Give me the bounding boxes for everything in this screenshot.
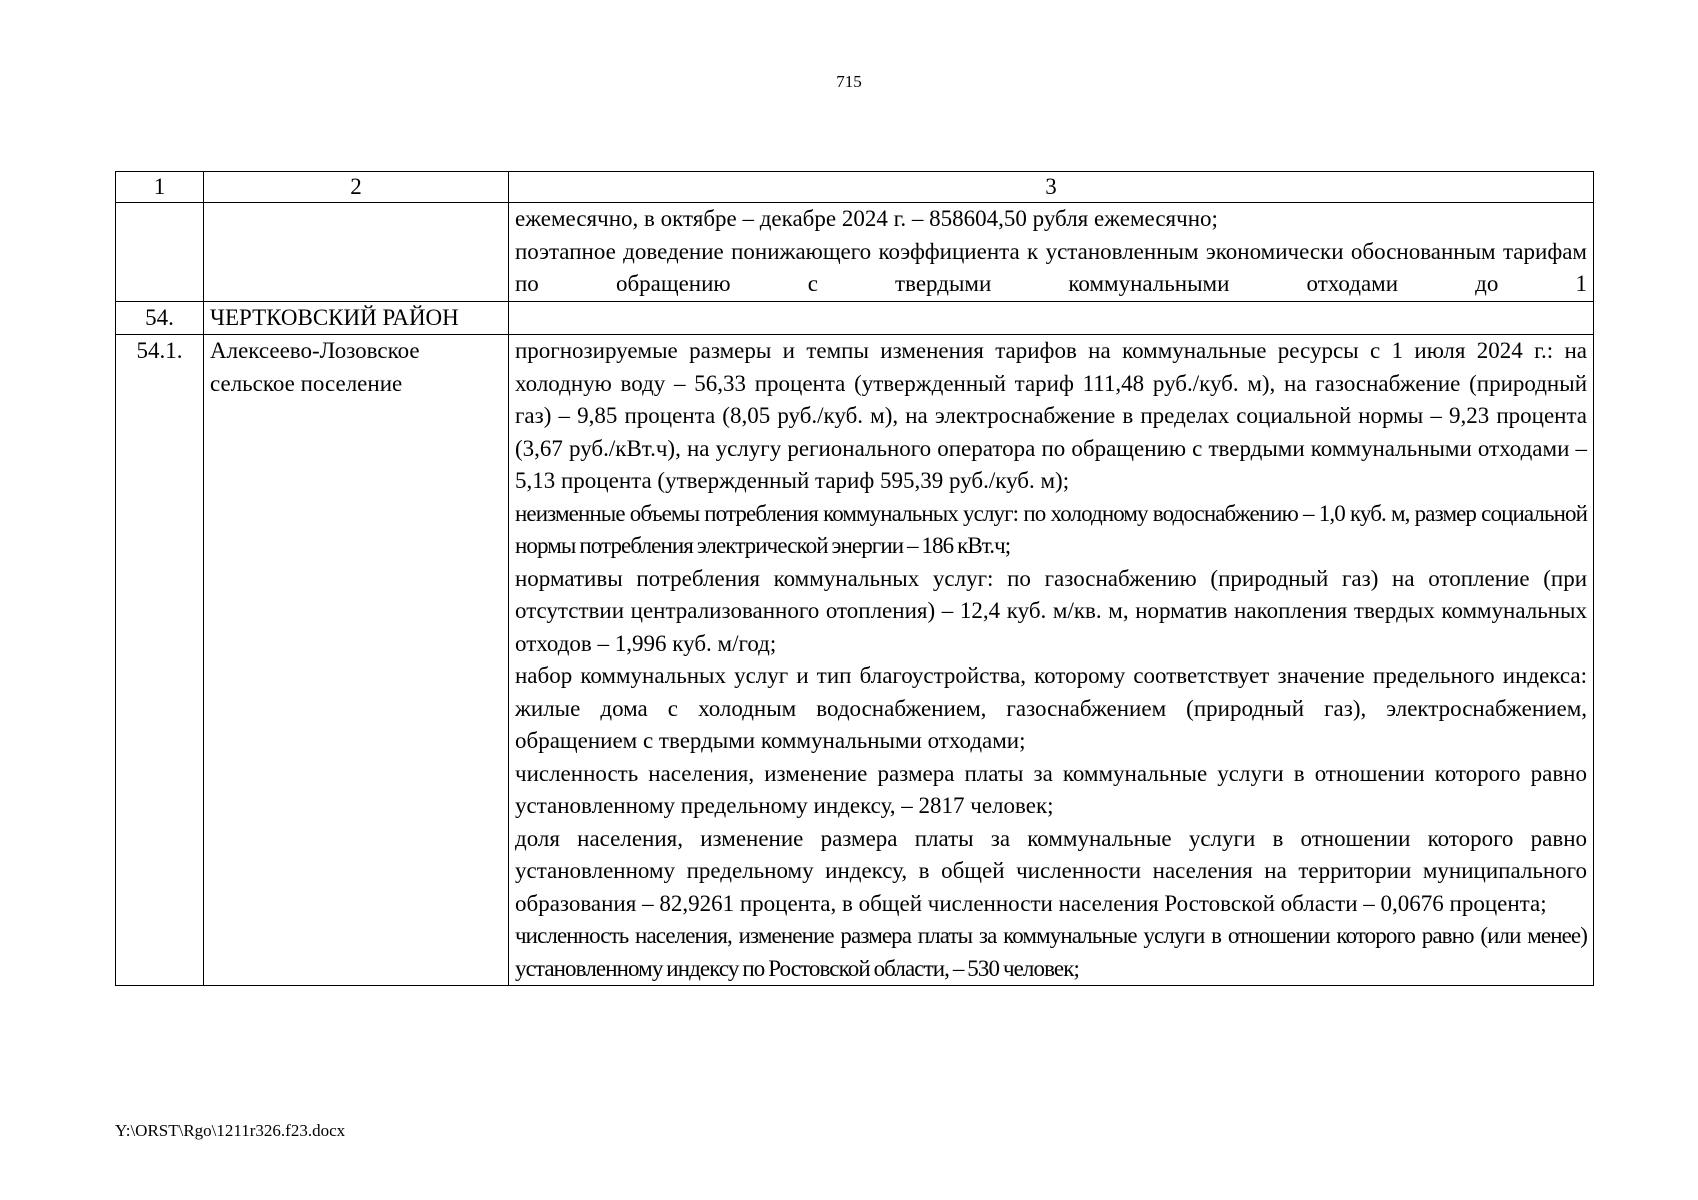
settlement-name: Алексеево-Лозовское сельское поселение (204, 335, 509, 986)
settlement-paragraph-1: прогнозируемые размеры и темпы изменения тарифов на коммунальные ресурсы с 1 июля 2024 г.: на холодную воду – 56,33 процента (утвержденный тариф 111,48 руб./куб. м), на газоснабжение (природный газ) – 9,85 процента (8,05 руб./куб. м), на электроснабжение в пределах социальной нормы – 9,23 процента (3,67 руб./кВт.ч), на услугу регионального оператора по обращению с твердыми коммунальными отходами – 5,13 процента (утвержденный тариф 595,39 руб./куб. м); (515, 338, 1587, 493)
district-number: 54. (116, 301, 204, 335)
settlement-paragraph-5: численность населения, изменение размера платы за коммунальные услуги в отношении которого равно установленному предельному индексу, – 2817 человек; (515, 760, 1587, 818)
settlement-paragraph-2: неизменные объемы потребления коммунальных услуг: по холодному водоснабжению – 1,0 куб. м, размер социальной нормы потребления электрической энергии – 186 кВт.ч; (515, 500, 1587, 558)
settlement-paragraph-7: численность населения, изменение размера платы за коммунальные услуги в отношении которого равно (или менее) установленному индексу по Ростовской области, – 530 человек; (515, 923, 1587, 981)
district-desc-cell (509, 301, 1594, 335)
continuation-num-cell (116, 203, 204, 302)
page-number: 715 (836, 72, 862, 91)
header-cell-2: 2 (204, 172, 509, 203)
settlement-desc-cell (509, 335, 1594, 986)
header-cell-3: 3 (509, 172, 1594, 203)
settlement-paragraph-3: нормативы потребления коммунальных услуг: по газоснабжению (природный газ) на отопление (при отсутствии централизованного отопления) – 12,4 куб. м/кв. м, норматив накопления твердых коммунальных отходов – 1,996 куб. м/год; (515, 565, 1587, 656)
continuation-line-2: поэтапное доведение понижающего коэффициента к установленным экономически обоснованным тарифам по обращению с твердыми коммунальными отходами до 1 (515, 238, 1587, 296)
settlement-paragraph-6: доля населения, изменение размера платы за коммунальные услуги в отношении которого равно установленному предельному индексу, в общей численности населения на территории муниципального образования – 82,9261 процента, в общей численности населения Ростовской области – 0,0676 процента; (515, 825, 1587, 916)
district-name: ЧЕРТКОВСКИЙ РАЙОН (204, 301, 509, 335)
settlement-paragraph-4: набор коммунальных услуг и тип благоустройства, которому соответствует значение предельного индекса: жилые дома с холодным водоснабжением, газоснабжением (природный газ), электроснабжением, обращением с твердыми коммунальными отходами; (515, 663, 1587, 753)
continuation-desc-cell (509, 203, 1594, 302)
continuation-name-cell (204, 203, 509, 302)
continuation-row (116, 203, 1594, 302)
district-row (116, 301, 1594, 335)
header-cell-1: 1 (116, 172, 204, 203)
tariff-table (115, 171, 1594, 986)
settlement-number: 54.1. (116, 335, 204, 986)
table-header-row (116, 172, 1594, 203)
settlement-row (116, 335, 1594, 986)
file-path-footer: Y:\ORST\Rgo\1211r326.f23.docx (115, 1121, 346, 1140)
continuation-line-1: ежемесячно, в октябре – декабре 2024 г. – 858604,50 рубля ежемесячно; (515, 206, 1218, 231)
